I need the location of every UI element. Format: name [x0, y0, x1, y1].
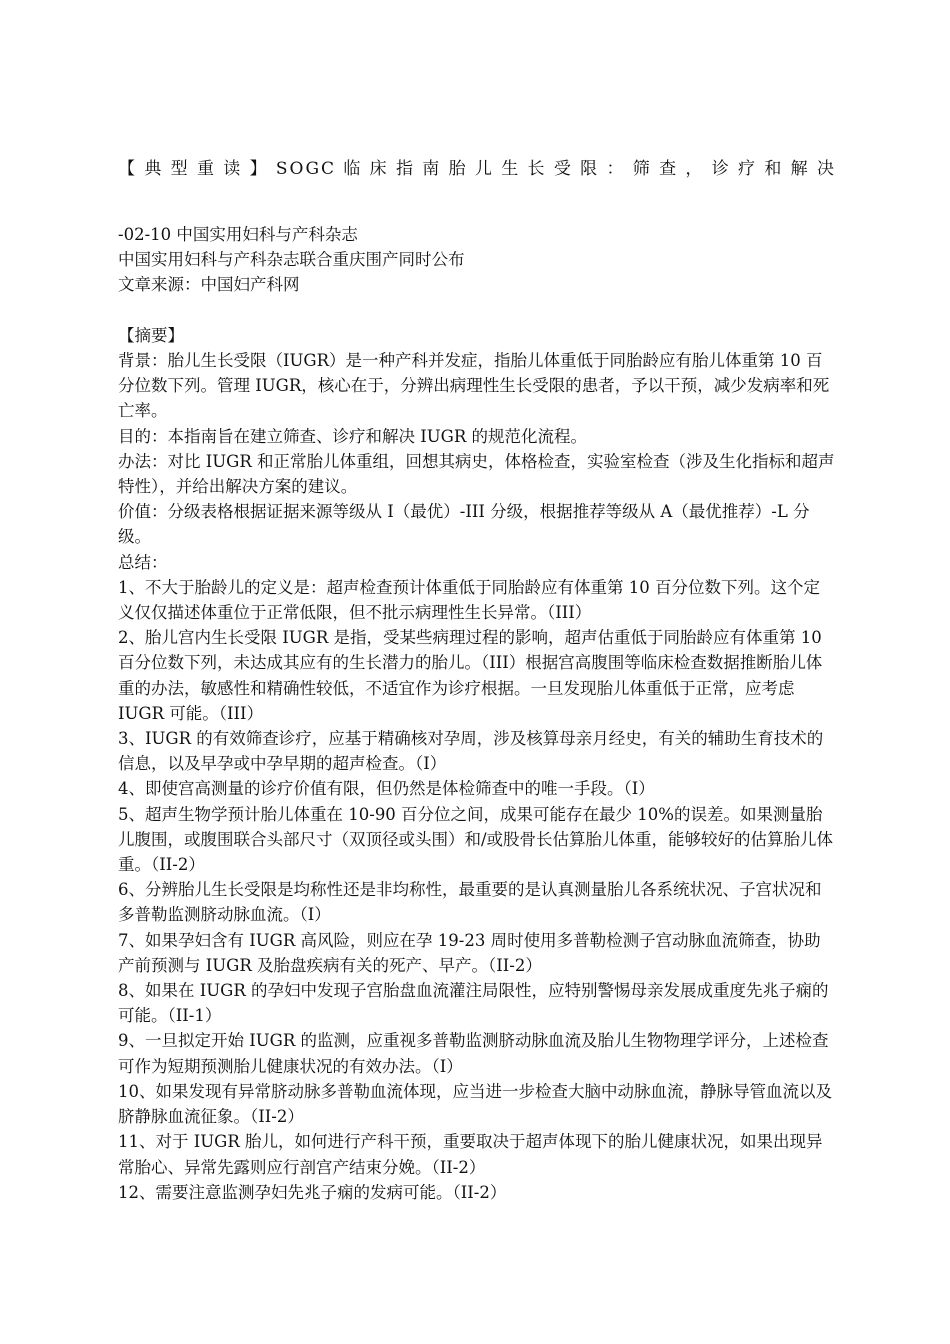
document-title: 【典型重读】SOGC临床指南胎儿生长受限：筛查，诊疗和解决	[118, 159, 836, 179]
abstract-section	[118, 323, 836, 575]
summary-point: 12、需要注意监测孕妇先兆子痫的发病可能。（II-2）	[118, 1182, 507, 1202]
summary-point: 7、如果孕妇含有 IUGR 高风险，则应在孕 19-23 周时使用多普勒检测子宫动脉血流筛查，协助产前预测与 IUGR 及胎盘疾病有关的死产、早产。（II-2）	[118, 930, 821, 975]
summary-point: 9、一旦拟定开始 IUGR 的监测，应重视多普勒监测脐动脉血流及胎儿生物物理学评分，上述检查可作为短期预测胎儿健康状况的有效办法。（I）	[118, 1031, 829, 1076]
summary-point: 11、对于 IUGR 胎儿，如何进行产科干预，重要取决于超声体现下的胎儿健康状况，如果出现异常胎心、异常先露则应行剖宫产结束分娩。（II-2）	[118, 1132, 823, 1177]
abstract-heading: 【摘要】	[118, 325, 184, 345]
co-publisher: 中国实用妇科与产科杂志联合重庆围产同时公布	[118, 250, 465, 270]
summary-point: 10、如果发现有异常脐动脉多普勒血流体现，应当进一步检查大脑中动脉血流，静脉导管血流以及脐静脉血流征象。（II-2）	[118, 1081, 832, 1127]
summary-point: 8、如果在 IUGR 的孕妇中发现子宫胎盘血流灌注局限性，应特别警惕母亲发展成重度先兆子痫的可能。（II-1）	[118, 981, 829, 1026]
summary-point: 3、IUGR 的有效筛查诊疗，应基于精确核对孕周，涉及核算母亲月经史，有关的辅助生育技术的信息，以及早孕或中孕早期的超声检查。（I）	[118, 729, 824, 774]
abstract-value: 价值：分级表格根据证据来源等级从 I（最优）-III 分级，根据推荐等级从 A（最优推荐）-L 分级。	[118, 502, 810, 547]
abstract-background: 背景：胎儿生长受限（IUGR）是一种产科并发症，指胎儿体重低于同胎龄应有胎儿体重第 10 百分位数下列。管理 IUGR，核心在于，分辨出病理性生长受限的患者，予以干预，减少发病率和死亡率。	[118, 351, 830, 421]
abstract-methods: 办法：对比 IUGR 和正常胎儿体重组，回想其病史，体格检查，实验室检查（涉及生化指标和超声特性），并给出解决方案的建议。	[118, 451, 835, 497]
spacer	[118, 298, 836, 323]
summary-point: 4、即使宫高测量的诊疗价值有限，但仍然是体检筛查中的唯一手段。（I）	[118, 779, 655, 799]
document-page	[118, 148, 836, 1205]
abstract-objective: 目的：本指南旨在建立筛查、诊疗和解决 IUGR 的规范化流程。	[118, 426, 588, 446]
publish-date-journal: -02-10 中国实用妇科与产科杂志	[118, 225, 358, 244]
summary-point: 5、超声生物学预计胎儿体重在 10-90 百分位之间，成果可能存在最少 10%的误差。如果测量胎儿腹围，或腹围联合头部尺寸（双顶径或头围）和/或股骨长估算胎儿体重，能够较好的估算胎儿体重。（II-2）	[118, 804, 834, 875]
summary-point: 1、不大于胎龄儿的定义是：超声检查预计体重低于同胎龄应有体重第 10 百分位数下列。这个定义仅仅描述体重位于正常低限，但不批示病理性生长异常。（III）	[118, 577, 820, 623]
article-meta	[118, 222, 836, 298]
summary-point: 6、分辨胎儿生长受限是均称性还是非均称性，最重要的是认真测量胎儿各系统状况、子宫状况和多普勒监测脐动脉血流。（I）	[118, 880, 822, 925]
summary-point: 2、胎儿宫内生长受限 IUGR 是指，受某些病理过程的影响，超声估重低于同胎龄应有体重第 10 百分位数下列，未达成其应有的生长潜力的胎儿。（III）根据宫高腹围等临床检查数据推断胎儿体重的办法，敏感性和精确性较低，不适宜作为诊疗根据。一旦发现胎儿体重低于正常，应考虑 IUGR 可能。（III）	[118, 628, 823, 723]
article-source: 文章来源：中国妇产科网	[118, 275, 300, 295]
summary-points	[118, 575, 836, 1205]
summary-heading: 总结：	[118, 552, 168, 572]
